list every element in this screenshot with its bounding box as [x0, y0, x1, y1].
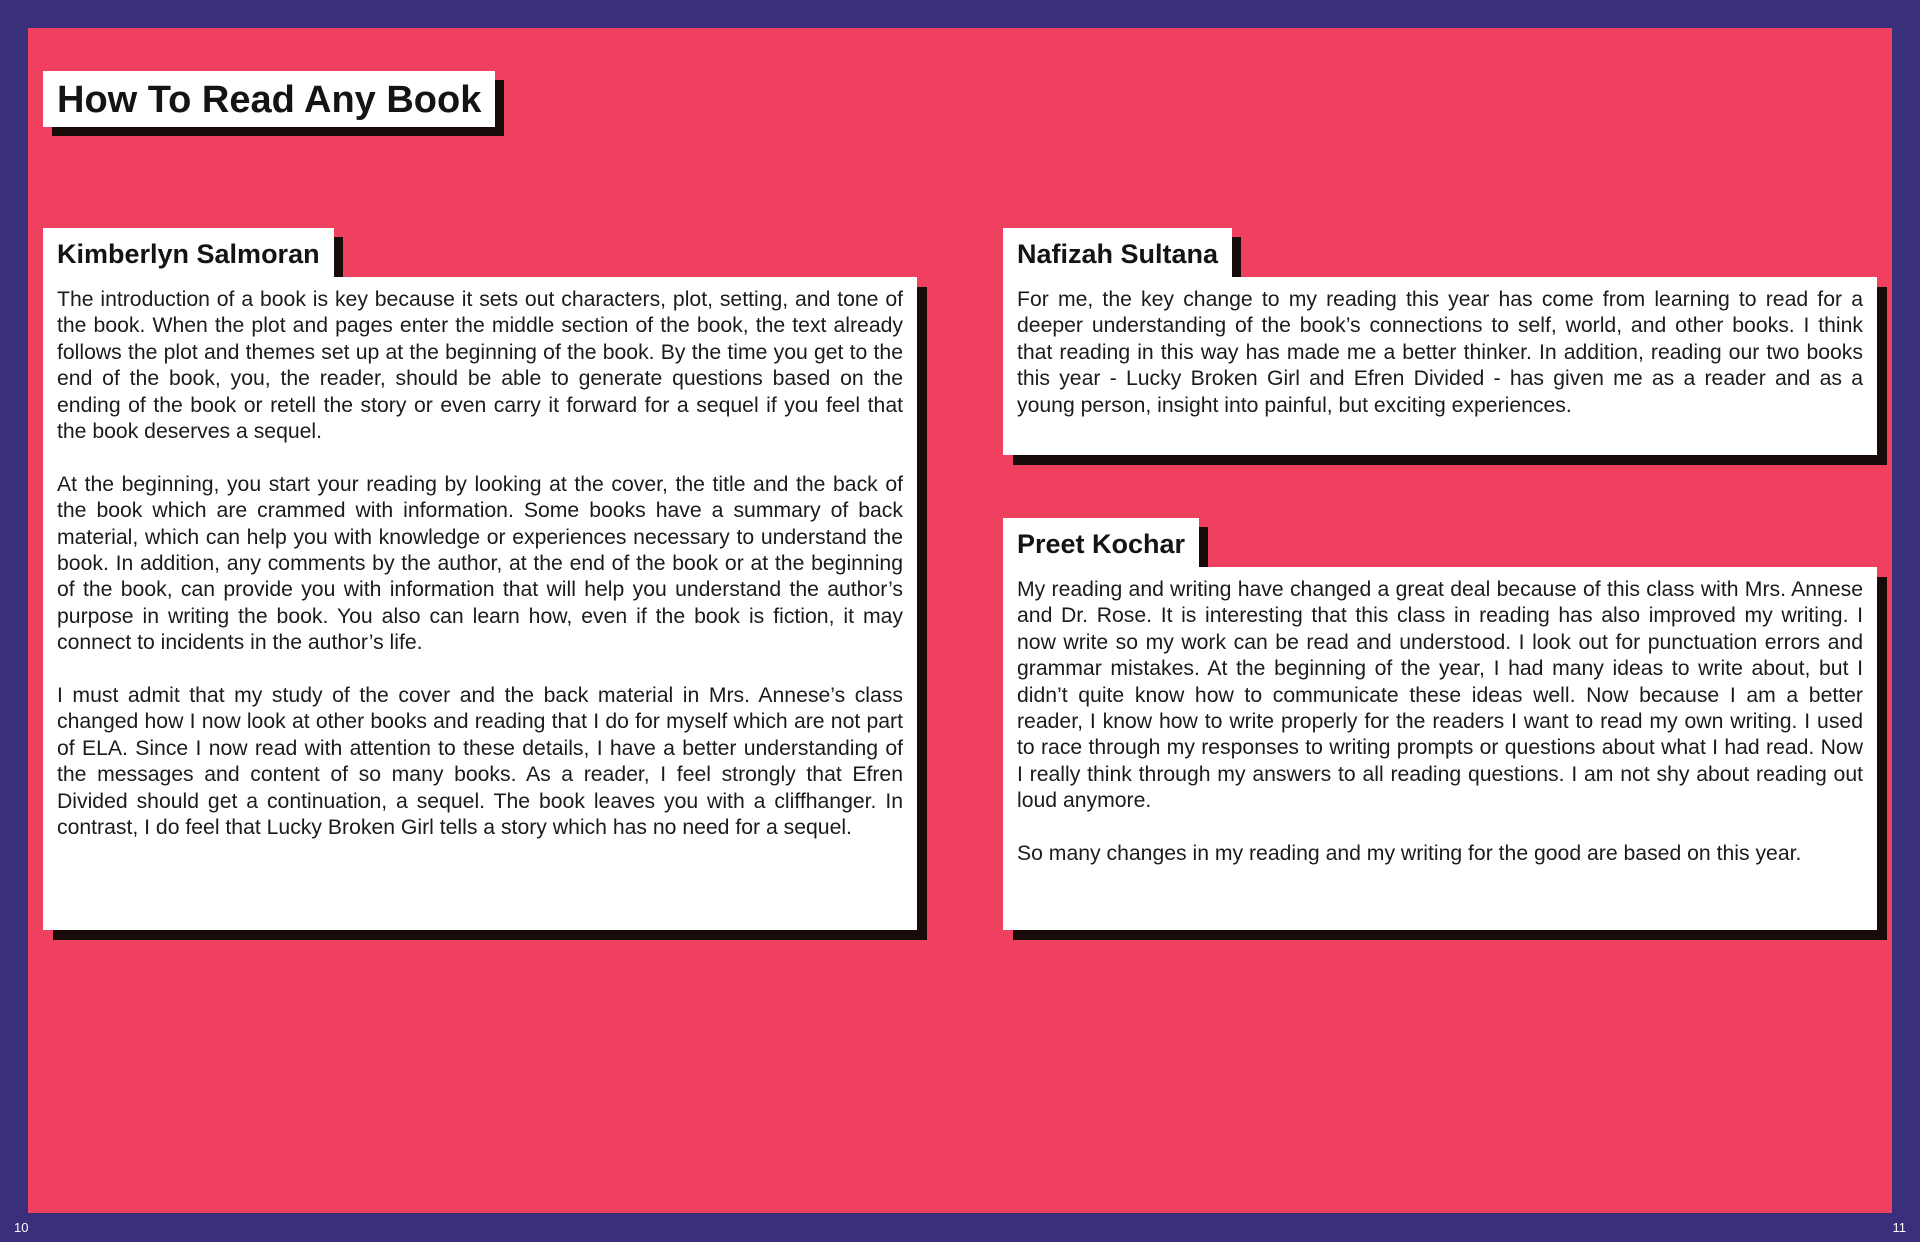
- essay-paragraph: So many changes in my reading and my writing for the good are based on this year.: [1017, 842, 1802, 866]
- essay-card: [1003, 567, 1877, 930]
- essay-author-name: Kimberlyn Salmoran: [43, 228, 334, 277]
- essay-paragraph: The introduction of a book is key because it sets out characters, plot, setting, and tone of the book. When the plot and pages enter the middle section of the book, the text already follows the plot and themes set up at the beginning of the book. By the time you get to the end of the book, you, the reader, should be able to generate questions based on the ending of the book or retell the story or even carry it forward for a sequel if you feel that the book deserves a sequel.: [57, 288, 903, 444]
- essay-card: [1003, 277, 1877, 455]
- page-number-right: 11: [1892, 1220, 1906, 1235]
- page-title: How To Read Any Book: [43, 71, 495, 127]
- essay-paragraph: I must admit that my study of the cover and the back material in Mrs. Annese’s class changed how I now look at other books and reading that I do for myself which are not part of ELA. Since I now read with attention to these details, I have a better understanding of the messages and content of so many books. As a reader, I feel strongly that Efren Divided should get a continuation, a sequel. The book leaves you with a cliffhanger. In contrast, I do feel that Lucky Broken Girl tells a story which has no need for a sequel.: [57, 684, 903, 840]
- essay-paragraph: For me, the key change to my reading this year has come from learning to read for a deeper understanding of the book’s connections to self, world, and other books. I think that reading in this way has made me a better thinker. In addition, reading our two books this year - Lucky Broken Girl and Efren Divided - has given me as a reader and as a young person, insight into painful, but exciting experiences.: [1017, 288, 1863, 417]
- page-number-left: 10: [14, 1220, 29, 1235]
- essay-paragraph: My reading and writing have changed a great deal because of this class with Mrs. Annese and Dr. Rose. It is interesting that this class in reading has also improved my writing. I now write so my work can be read and understood. I look out for punctuation errors and grammar mistakes. At the beginning of the year, I had many ideas to write about, but I didn’t quite know how to communicate these ideas well. Now because I am a better reader, I know how to write properly for the readers I want to read my own writing. I used to race through my responses to writing prompts or questions about what I had read. Now I really think through my answers to all reading questions. I am not shy about reading out loud anymore.: [1017, 578, 1863, 813]
- essay-paragraph: At the beginning, you start your reading by looking at the cover, the title and the back of the book which are crammed with information. Some books have a summary of back material, which can help you with knowledge or experiences necessary to understand the book. In addition, any comments by the author, at the end of the book or at the beginning of the book, can provide you with information that will help you understand the author’s purpose in writing the book. You also can learn how, even if the book is fiction, it may connect to incidents in the author’s life.: [57, 472, 903, 655]
- essay-author-name: Preet Kochar: [1003, 518, 1199, 567]
- essay-author-name: Nafizah Sultana: [1003, 228, 1232, 277]
- essay-card: [43, 277, 917, 930]
